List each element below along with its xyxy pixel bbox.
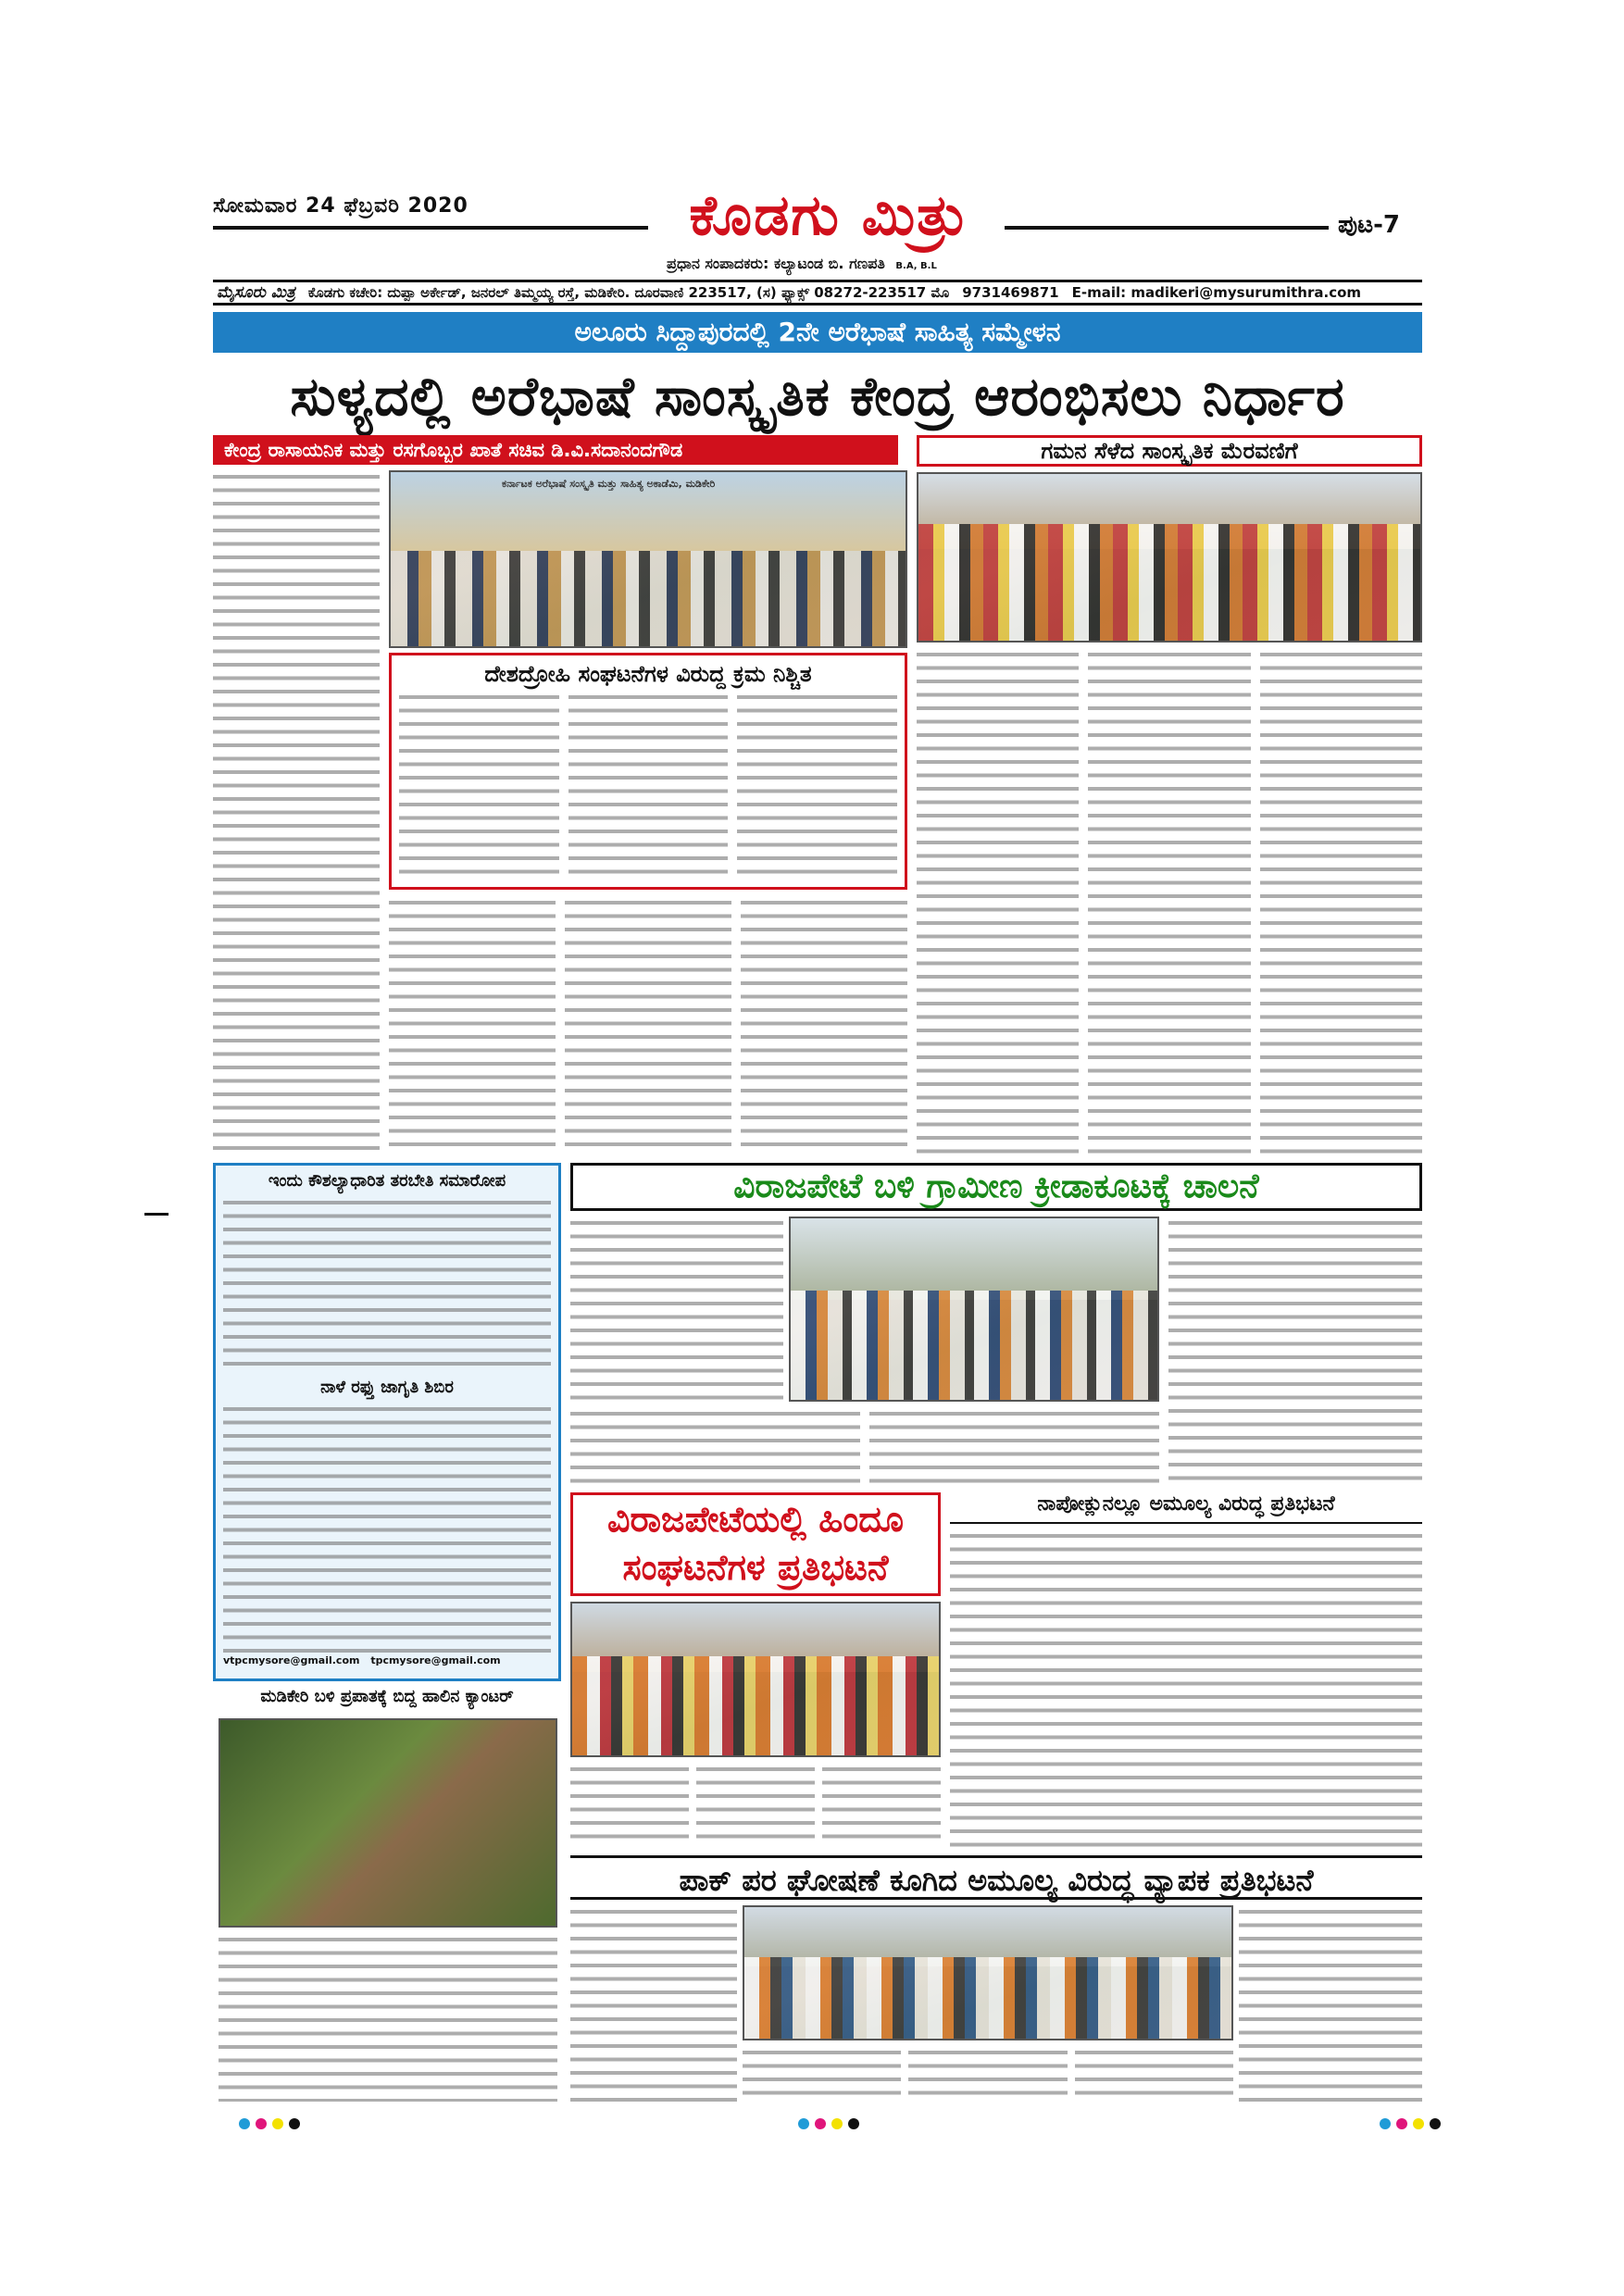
skill-training-text (216, 1196, 558, 1372)
sports-text-col-3 (1168, 1217, 1422, 1485)
hindu-protest-title-1: ವಿರಾಜಪೇಟೆಯಲ್ಲಿ ಹಿಂದೂ (607, 1499, 904, 1540)
newspaper-logo: ಕೊಡಗು ಮಿತ್ರು (689, 183, 968, 248)
awareness-camp-title: ನಾಳೆ ರಫ್ತು ಜಾಗೃತಿ ಶಿಬಿರ (320, 1378, 454, 1397)
procession-text-col-1 (917, 648, 1079, 1155)
accident-text (219, 1933, 557, 2102)
print-registration-marks-right (1380, 2118, 1441, 2129)
sedition-story-box (389, 653, 907, 890)
pak-slogan-text-col-1 (570, 1905, 737, 2102)
lead-kicker: ಅಲೂರು ಸಿದ್ದಾಪುರದಲ್ಲಿ 2ನೇ ಅರೆಭಾಷೆ ಸಾಹಿತ್ಯ ಸಮ್ಮೇಳನ (213, 312, 1422, 353)
lead-photo (389, 470, 907, 648)
napoklu-title: ನಾಪೋಕ್ಲುನಲ್ಲೂ ಅಮೂಲ್ಯ ವಿರುದ್ಧ ಪ್ರತಿಭಟನೆ (950, 1492, 1422, 1524)
sedition-text-col-3 (737, 691, 897, 876)
sports-text-col-1 (570, 1217, 783, 1402)
left-news-panel (213, 1163, 561, 1681)
contact-email-1[interactable]: vtpcmysore@gmail.com (223, 1654, 360, 1666)
hindu-protest-title-2: ಸಂಘಟನೆಗಳ ಪ್ರತಿಭಟನೆ (622, 1547, 889, 1588)
sports-title: ವಿರಾಜಪೇಟೆ ಬಳಿ ಗ್ರಾಮೀಣ ಕ್ರೀಡಾಕೂಟಕ್ಕೆ ಚಾಲನೆ (570, 1163, 1422, 1211)
lead-text-col-2 (389, 896, 556, 1155)
sports-photo (789, 1217, 1159, 1402)
office-email[interactable]: E-mail: madikeri@mysurumithra.com (1071, 284, 1362, 301)
lead-photo-banner: ಕರ್ನಾಟಕ ಅರೆಭಾಷೆ ಸಂಸ್ಕೃತಿ ಮತ್ತು ಸಾಹಿತ್ಯ ಅಕಾಡೆಮಿ, ಮಡಿಕೇರಿ (502, 478, 716, 490)
sports-caption (570, 1407, 1159, 1485)
contact-email-2[interactable]: tpcmysore@gmail.com (370, 1654, 501, 1666)
print-registration-marks-center (798, 2118, 859, 2129)
lead-story-text-col-1 (213, 470, 380, 1155)
lead-story-continuation (389, 896, 907, 1155)
skill-training-title: ಇಂದು ಕೌಶಲ್ಯಾಧಾರಿತ ತರಬೇತಿ ಸಮಾರೋಪ (268, 1171, 506, 1191)
margin-crop-mark (144, 1213, 169, 1216)
lead-text-col-4 (741, 896, 907, 1155)
office-address: ಕೊಡಗು ಕಚೇರಿ: ದುಪ್ಪಾ ಅರ್ಕೇಡ್, ಜನರಲ್ ತಿಮ್ಮಯ್ಯ ರಸ್ತೆ, ಮಡಿಕೇರಿ. ದೂರವಾಣಿ 223517, (ಸ) ಫ್ಯಾಕ್ಸ್ 08272-223517 ಮೊ (307, 284, 950, 301)
lead-strap: ಕೇಂದ್ರ ರಾಸಾಯನಿಕ ಮತ್ತು ರಸಗೊಬ್ಬರ ಖಾತೆ ಸಚಿವ ಡಿ.ವಿ.ಸದಾನಂದಗೌಡ (213, 435, 898, 465)
pak-slogan-text-middle (743, 2046, 1233, 2102)
accident-title: ಮಡಿಕೇರಿ ಬಳಿ ಪ್ರಪಾತಕ್ಕೆ ಬಿದ್ದ ಹಾಲಿನ ಕ್ಯಾಂಟರ್ (260, 1687, 514, 1706)
procession-photo (917, 472, 1422, 643)
pak-slogan-text-col-4 (1239, 1905, 1422, 2102)
awareness-camp-text (216, 1403, 558, 1653)
issue-date: ಸೋಮವಾರ 24 ಫೆಬ್ರವರಿ 2020 (213, 194, 468, 218)
office-phone: 9731469871 (962, 284, 1059, 301)
hindu-protest-photo (570, 1602, 941, 1757)
chief-editor: ಪ್ರಧಾನ ಸಂಪಾದಕರು: ಕಲ್ಯಾಟಂಡ ಬಿ. ಗಣಪತಿ (667, 255, 885, 272)
procession-text-col-3 (1260, 648, 1422, 1155)
procession-text (917, 648, 1422, 1155)
print-registration-marks-left (239, 2118, 300, 2129)
contact-bar (213, 280, 1422, 306)
sedition-text-col-2 (568, 691, 729, 876)
procession-text-col-2 (1088, 648, 1250, 1155)
sedition-text-col-1 (399, 691, 559, 876)
page-number: ಪುಟ-7 (1338, 211, 1401, 239)
pak-slogan-photo (743, 1905, 1233, 2040)
editor-degree: B.A, B.L (895, 261, 937, 271)
procession-title: ಗಮನ ಸೆಳೆದ ಸಾಂಸ್ಕೃತಿಕ ಮೆರವಣಿಗೆ (917, 435, 1422, 467)
accident-photo (219, 1718, 557, 1928)
masthead-rule-right (1005, 226, 1329, 230)
hindu-protest-text (570, 1763, 941, 1848)
lead-headline: ಸುಳ್ಯದಲ್ಲಿ ಅರೆಭಾಷೆ ಸಾಂಸ್ಕೃತಿಕ ಕೇಂದ್ರ ಆರಂಭಿಸಲು ನಿರ್ಧಾರ (290, 365, 1345, 428)
masthead-rule-left (213, 226, 648, 230)
text-lines (213, 470, 380, 1155)
chief-editor-line (667, 255, 1130, 273)
napoklu-text (950, 1529, 1422, 1848)
hindu-protest-title-box (570, 1492, 941, 1596)
sister-paper-brand: ಮೈಸೂರು ಮಿತ್ರ (217, 283, 295, 302)
sedition-title: ದೇಶದ್ರೋಹಿ ಸಂಘಟನೆಗಳ ವಿರುದ್ದ ಕ್ರಮ ನಿಶ್ಚಿತ (484, 661, 812, 687)
pak-slogan-title: ಪಾಕ್ ಪರ ಘೋಷಣೆ ಕೂಗಿದ ಅಮೂಲ್ಯ ವಿರುದ್ಧ ವ್ಯಾಪಕ ಪ್ರತಿಭಟನೆ (570, 1855, 1422, 1900)
lead-text-col-3 (565, 896, 731, 1155)
